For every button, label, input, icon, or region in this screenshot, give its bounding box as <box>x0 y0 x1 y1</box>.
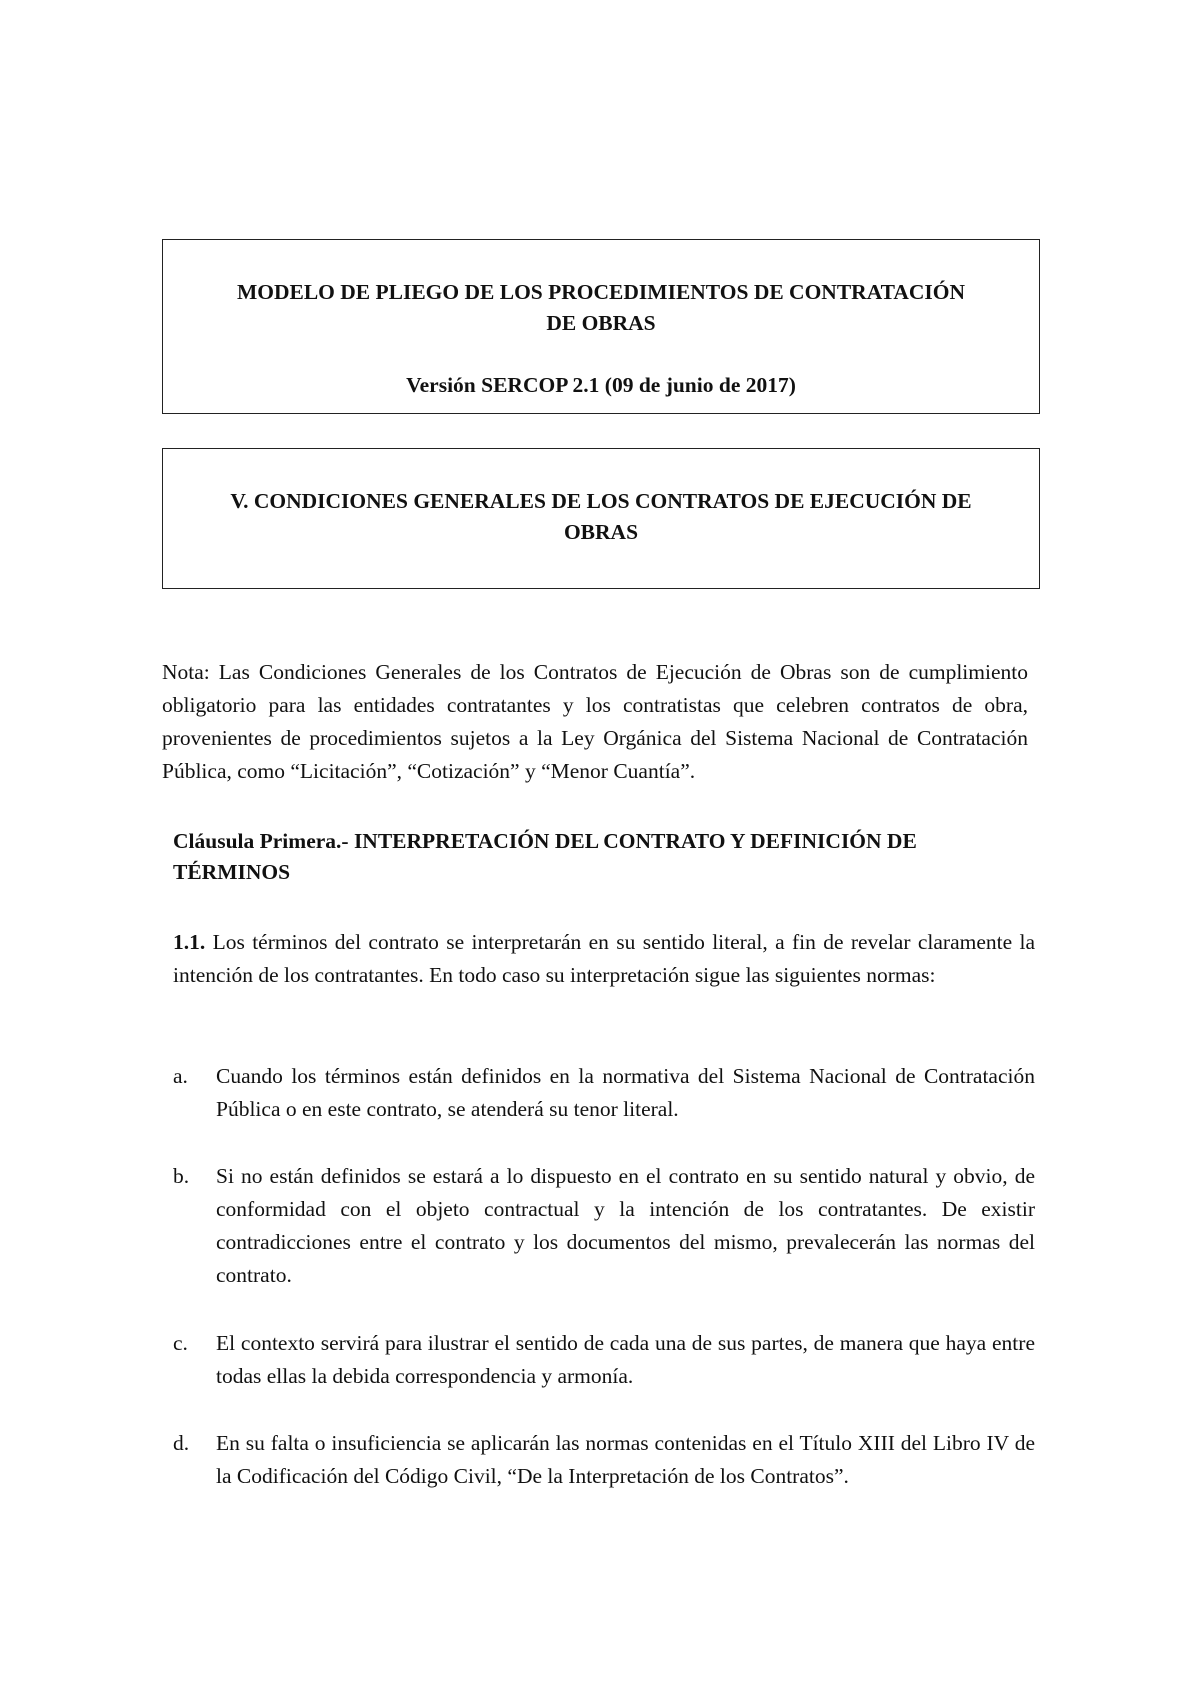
list-marker: c. <box>173 1331 188 1355</box>
section-title-line-2: OBRAS <box>563 520 639 544</box>
document-header-box <box>162 239 1040 414</box>
document-title-line-2: DE OBRAS <box>546 311 656 335</box>
note-paragraph: Nota: Las Condiciones Generales de los Contratos de Ejecución de Obras son de cumplimiento obligatorio para las entidades contratantes y los contratistas que celebren contratos de obra, provenientes de procedimientos sujetos a la Ley Orgánica del Sistema Nacional de Contratación Pública, como “Licitación”, “Cotización” y “Menor Cuantía”. <box>162 660 1028 783</box>
section-title-box <box>162 448 1040 589</box>
clause-label: Cláusula Primera.- <box>173 829 349 853</box>
list-marker: a. <box>173 1064 188 1088</box>
list-item-text: El contexto servirá para ilustrar el sentido de cada una de sus partes, de manera que haya entre todas ellas la debida correspondencia y armonía. <box>216 1331 1035 1388</box>
list-item-text: En su falta o insuficiencia se aplicarán las normas contenidas en el Título XIII del Libro IV de la Codificación del Código Civil, “De la Interpretación de los Contratos”. <box>216 1431 1035 1488</box>
list-marker: d. <box>173 1431 190 1455</box>
paragraph-number: 1.1. <box>173 930 206 954</box>
list-item-text: Si no están definidos se estará a lo dispuesto en el contrato en su sentido natural y obvio, de conformidad con el objeto contractual y la intención de los contratantes. De existir contradicciones entre el contrato y los documentos del mismo, prevalecerán las normas del contrato. <box>216 1164 1035 1287</box>
clause-title <box>173 826 1035 888</box>
section-title-line-1: V. CONDICIONES GENERALES DE LOS CONTRATOS DE EJECUCIÓN DE <box>230 489 972 513</box>
document-version: Versión SERCOP 2.1 (09 de junio de 2017) <box>406 373 796 397</box>
paragraph-1-1 <box>173 926 1035 992</box>
clause-heading: INTERPRETACIÓN DEL CONTRATO Y DEFINICIÓN DE TÉRMINOS <box>173 829 917 884</box>
list-item-text: Cuando los términos están definidos en la normativa del Sistema Nacional de Contratación Pública o en este contrato, se atenderá su tenor literal. <box>216 1064 1035 1121</box>
document-title-line-1: MODELO DE PLIEGO DE LOS PROCEDIMIENTOS DE CONTRATACIÓN <box>236 280 966 304</box>
list-marker: b. <box>173 1164 190 1188</box>
paragraph-text: Los términos del contrato se interpretarán en su sentido literal, a fin de revelar claramente la intención de los contratantes. En todo caso su interpretación sigue las siguientes normas: <box>173 930 1036 987</box>
